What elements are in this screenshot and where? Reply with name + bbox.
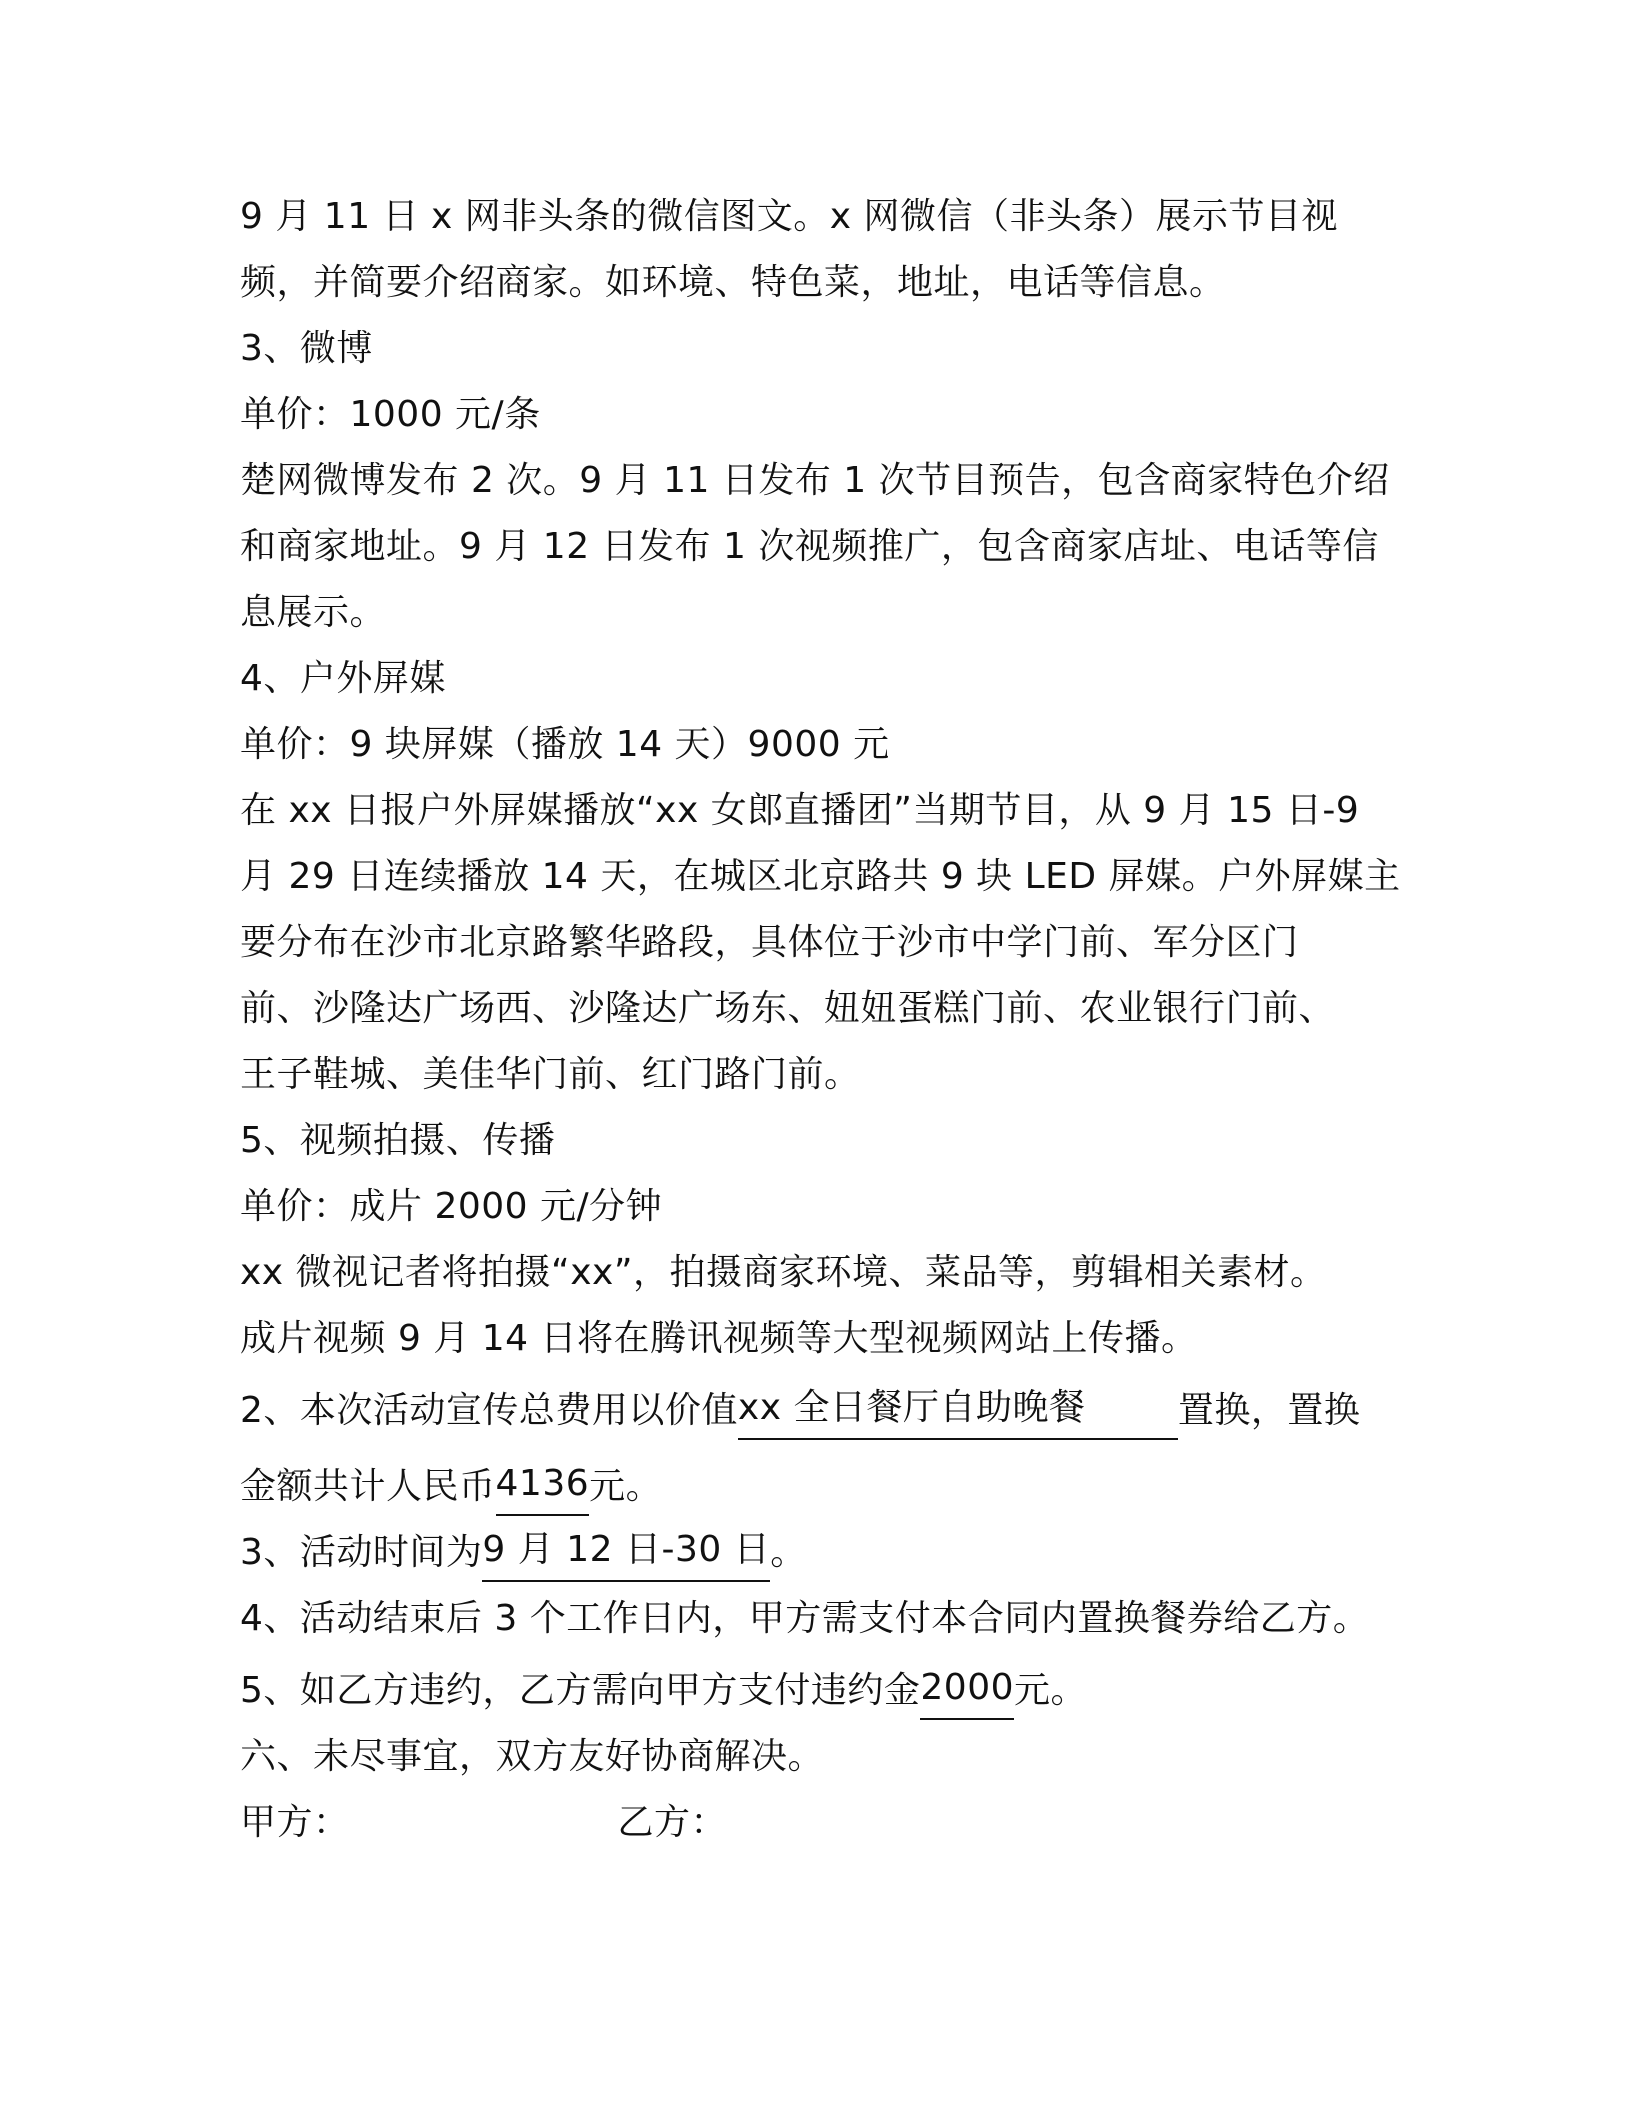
paragraph-line: xx 微视记者将拍摄“xx”，拍摄商家环境、菜品等，剪辑相关素材。	[240, 1252, 1327, 1293]
term-6-line: 六、未尽事宜，双方友好协商解决。	[240, 1736, 825, 1777]
term-2-suffix: 置换，置换	[1177, 1390, 1361, 1431]
party-b-label: 乙方：	[617, 1802, 728, 1843]
term-2-line	[240, 1378, 1420, 1444]
section-heading-weibo: 3、微博	[240, 328, 373, 369]
term-2-prefix: 2、本次活动宣传总费用以价值	[240, 1390, 738, 1431]
paragraph-line: 王子鞋城、美佳华门前、红门路门前。	[240, 1054, 861, 1095]
paragraph-line: 9 月 11 日 x 网非头条的微信图文。x 网微信（非头条）展示节目视	[240, 196, 1338, 237]
term-4-line: 4、活动结束后 3 个工作日内，甲方需支付本合同内置换餐券给乙方。	[240, 1598, 1370, 1639]
paragraph-line: 和商家地址。9 月 12 日发布 1 次视频推广，包含商家店址、电话等信	[240, 526, 1379, 567]
term-2b-filled-value: 4136	[496, 1456, 590, 1516]
term-5-filled-value: 2000	[920, 1660, 1014, 1720]
paragraph-line: 息展示。	[240, 592, 387, 633]
term-2b-suffix: 元。	[589, 1466, 663, 1507]
term-5-prefix: 5、如乙方违约，乙方需向甲方支付违约金	[240, 1670, 921, 1711]
paragraph-line: 月 29 日连续播放 14 天，在城区北京路共 9 块 LED 屏媒。户外屏媒主	[240, 856, 1401, 897]
unit-price-video: 单价：成片 2000 元/分钟	[240, 1186, 663, 1227]
document-page	[240, 184, 1420, 1856]
paragraph-line: 要分布在沙市北京路繁华路段，具体位于沙市中学门前、军分区门	[240, 922, 1299, 963]
term-3-filled-value: 9 月 12 日-30 日	[482, 1522, 770, 1582]
term-3-prefix: 3、活动时间为	[240, 1532, 483, 1573]
signature-line	[240, 1790, 1420, 1856]
paragraph-line: 前、沙隆达广场西、沙隆达广场东、妞妞蛋糕门前、农业银行门前、	[240, 988, 1336, 1029]
term-5-line	[240, 1658, 1420, 1724]
term-2b-prefix: 金额共计人民币	[240, 1466, 496, 1507]
paragraph-line: 成片视频 9 月 14 日将在腾讯视频等大型视频网站上传播。	[240, 1318, 1198, 1359]
term-3-line	[240, 1520, 1420, 1586]
paragraph-line: 楚网微博发布 2 次。9 月 11 日发布 1 次节目预告，包含商家特色介绍	[240, 460, 1390, 501]
paragraph-line: 在 xx 日报户外屏媒播放“xx 女郎直播团”当期节目，从 9 月 15 日-9	[240, 790, 1360, 831]
term-3-suffix: 。	[770, 1532, 807, 1573]
party-a-label: 甲方：	[240, 1802, 350, 1843]
paragraph-line: 频，并简要介绍商家。如环境、特色菜，地址，电话等信息。	[240, 262, 1226, 303]
section-heading-video: 5、视频拍摄、传播	[240, 1120, 556, 1161]
unit-price-weibo: 单价：1000 元/条	[240, 394, 541, 435]
term-2b-line	[240, 1454, 1420, 1520]
term-2-filled-value: xx 全日餐厅自助晚餐	[738, 1380, 1178, 1440]
unit-price-outdoor-screen: 单价：9 块屏媒（播放 14 天）9000 元	[240, 724, 890, 765]
term-5-suffix: 元。	[1014, 1670, 1088, 1711]
section-heading-outdoor-screen: 4、户外屏媒	[240, 658, 446, 699]
